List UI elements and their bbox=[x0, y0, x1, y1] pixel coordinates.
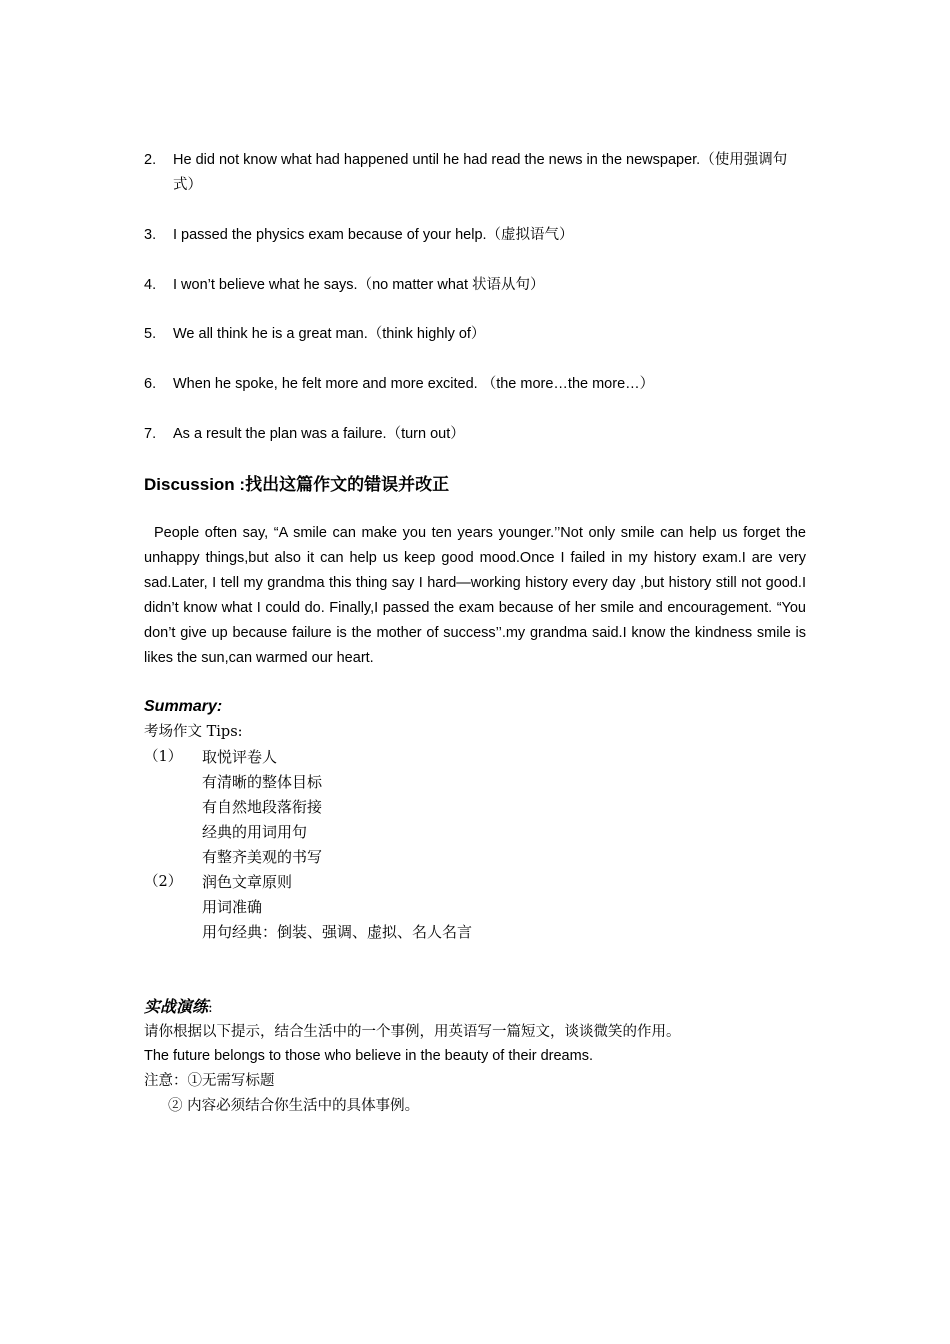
practice-note-2: ② 内容必须结合你生活中的具体事例。 bbox=[168, 1098, 420, 1114]
exercise-text: I passed the physics exam because of your help.（虚拟语气） bbox=[173, 227, 574, 243]
exercise-text: He did not know what had happened until he had read the news in the newspaper.（使用强调句式） bbox=[173, 152, 788, 193]
exercise-item-6 bbox=[144, 372, 806, 397]
exercise-item-3 bbox=[144, 223, 806, 248]
summary-heading: Summary: bbox=[144, 698, 223, 715]
tip-line: 润色文章原则 bbox=[202, 873, 293, 891]
exercise-item-7 bbox=[144, 422, 806, 447]
discussion-heading: Discussion :找出这篇作文的错误并改正 bbox=[144, 475, 450, 494]
exercise-number: 7. bbox=[144, 426, 157, 442]
tip-line: 有清晰的整体目标 bbox=[202, 773, 323, 791]
tip-group-number: （1） bbox=[144, 749, 183, 765]
tip-line: 用句经典：倒装、强调、虚拟、名人名言 bbox=[202, 923, 473, 941]
tip-line: 有整齐美观的书写 bbox=[202, 848, 323, 866]
exercise-text: We all think he is a great man.（think highly of） bbox=[173, 326, 486, 342]
practice-heading-text: 实战演练 bbox=[144, 997, 209, 1016]
practice-instruction: 请你根据以下提示，结合生活中的一个事例，用英语写一篇短文，谈谈微笑的作用。 bbox=[144, 1024, 681, 1040]
tip-line: 经典的用词用句 bbox=[202, 823, 308, 841]
tip-group-number: （2） bbox=[144, 874, 183, 890]
practice-heading bbox=[144, 995, 213, 1020]
exercise-number: 2. bbox=[144, 152, 157, 168]
exercise-text: I won’t believe what he says.（no matter what 状语从句） bbox=[173, 277, 545, 293]
tip-line: 用词准确 bbox=[202, 898, 263, 916]
practice-notes-label: 注意：①无需写标题 bbox=[144, 1073, 275, 1089]
tip-line: 有自然地段落衔接 bbox=[202, 798, 323, 816]
practice-quote: The future belongs to those who believe in the beauty of their dreams. bbox=[144, 1048, 593, 1064]
exercise-text: When he spoke, he felt more and more excited. （the more…the more…） bbox=[173, 376, 655, 392]
discussion-paragraph: People often say, “A smile can make you ten years younger.’’Not only smile can help us forget the unhappy things,but also it can help us keep good mood.Once I failed in my history exam.I are very sad.Later, I tell my grandma this thing say I hard—working history every day ,but history still not good.I didn’t know what I could do. Finally,I passed the exam because of her smile and encouragement. “You don’t give up because failure is the mother of success’’.my grandma said.I know the kindness smile is likes the sun,can warmed our heart. bbox=[144, 525, 806, 666]
exercise-number: 4. bbox=[144, 277, 157, 293]
exercise-text: As a result the plan was a failure.（turn out） bbox=[173, 426, 465, 442]
practice-heading-colon: : bbox=[208, 1000, 213, 1016]
exercise-item-4 bbox=[144, 273, 806, 298]
tips-title: 考场作文 Tips: bbox=[144, 724, 243, 740]
exercise-number: 3. bbox=[144, 227, 157, 243]
exercise-number: 6. bbox=[144, 376, 157, 392]
tip-line: 取悦评卷人 bbox=[202, 748, 278, 766]
exercise-number: 5. bbox=[144, 326, 157, 342]
exercise-item-2 bbox=[144, 148, 806, 198]
exercise-item-5 bbox=[144, 322, 806, 347]
